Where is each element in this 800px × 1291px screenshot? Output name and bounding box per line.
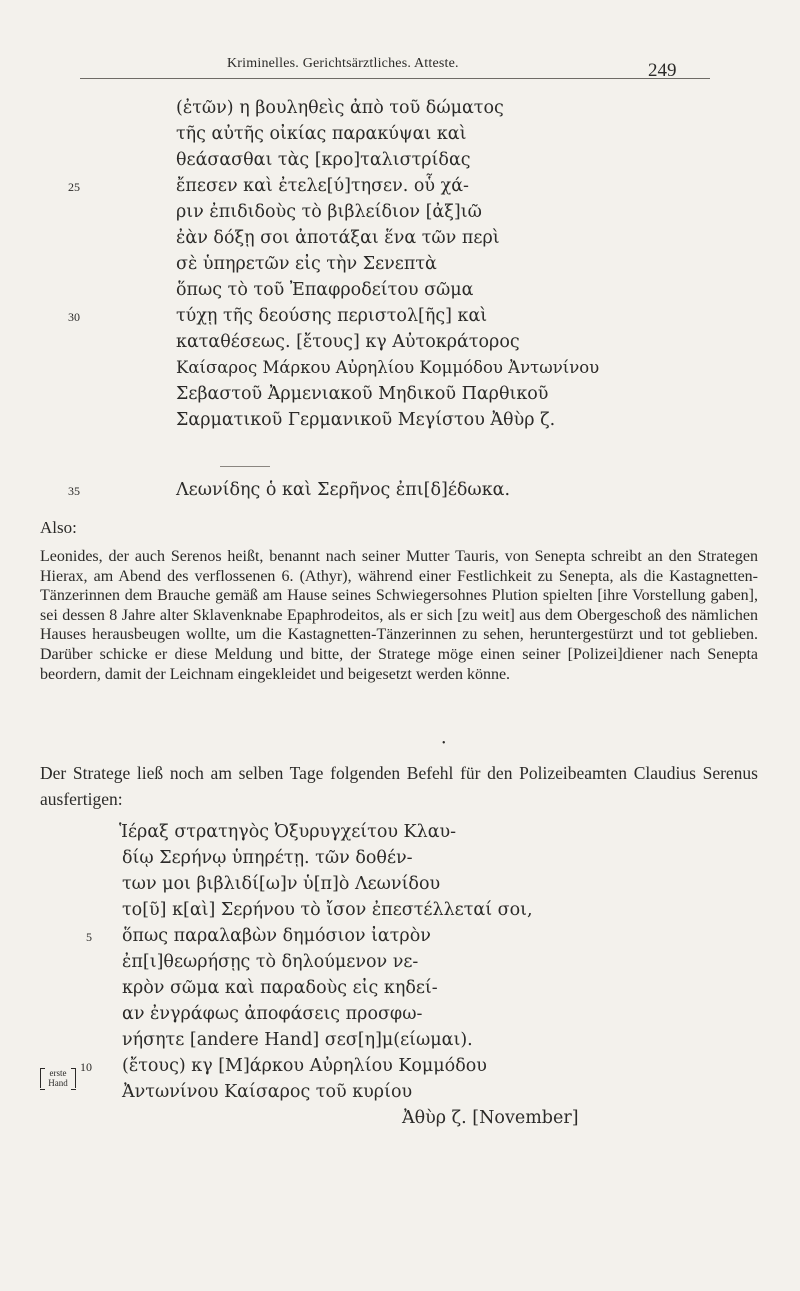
line-text: ὅπως παραλαβὼν δημόσιον ἰατρὸν bbox=[122, 926, 431, 946]
line-text: σὲ ὑπηρετῶν εἰς τὴν Σενεπτὰ bbox=[176, 254, 437, 274]
line-text: ἐὰν δόξῃ σοι ἀποτάξαι ἕνα τῶν περὶ bbox=[176, 228, 500, 248]
line-text: το[ῦ] κ[αὶ] Σερήνου τὸ ἴσον ἐπεστέλλεταί σοι, bbox=[122, 900, 533, 920]
line-text: ἔπεσεν καὶ ἐτελε[ύ]τησεν. οὗ χά- bbox=[176, 176, 469, 196]
hand-note-line2: Hand bbox=[48, 1078, 68, 1088]
line-text: (ἐτῶν) η βουληθεὶς ἀπὸ τοῦ δώματος bbox=[176, 98, 504, 118]
line-text: Ἱέραξ στρατηγὸς Ὀξυρυγχείτου Κλαυ- bbox=[119, 822, 457, 842]
line-text: θεάσασθαι τὰς [κρο]ταλιστρίδας bbox=[176, 150, 471, 170]
line-text: ριν ἐπιδιδοὺς τὸ βιβλείδιον [ἀξ]ιῶ bbox=[176, 202, 482, 222]
line-number: 5 bbox=[86, 930, 92, 944]
line-text: Ἀθὺρ ζ. [November] bbox=[402, 1108, 579, 1128]
intro-paragraph: Der Stratege ließ noch am selben Tage folgenden Befehl für den Polizeibeamten Claudius Serenus ausfertigen: bbox=[40, 763, 758, 809]
line-text: Λεωνίδης ὁ καὶ Σερῆνος ἐπι[δ]έδωκα. bbox=[176, 480, 511, 500]
line-text: ἐπ[ι]θεωρήσῃς τὸ δηλούμενον νε- bbox=[122, 952, 419, 972]
translation-paragraph: Leonides, der auch Serenos heißt, benannt nach seiner Mutter Tauris, von Senepta schreibt an den Strategen Hierax, am Abend des verflossenen 6. (Athyr), während einer Festlichkeit zu Senepta, als die Kastagnetten-Tänzerinnen dem Brauche gemäß am Hause seines Schwiegersohnes Plution spielten [ihre Vorstellung gaben], sei dessen 8 Jahre alter Sklavenknabe Epaphrodeitos, als er sich [zu weit] aus dem Obergeschoß des nämlichen Hauses herausbeugen wollte, um die Kastagnetten-Tänzerinnen zu sehen, heruntergestürzt und tot geblieben. Darüber schicke er diese Meldung und bitte, der Stratege möge einen seiner [Polizei]diener nach Senepta beordern, damit der Leichnam eingekleidet und beigesetzt werden könne. bbox=[40, 548, 758, 683]
running-head: Kriminelles. Gerichtsärztliches. Atteste. bbox=[227, 56, 459, 71]
line-text: τῆς αὐτῆς οἰκίας παρακύψαι καὶ bbox=[176, 124, 467, 144]
page-number: 249 bbox=[648, 60, 677, 81]
line-number: 10 bbox=[80, 1060, 92, 1074]
line-text: κρὸν σῶμα καὶ παραδοὺς εἰς κηδεί- bbox=[122, 978, 438, 998]
line-text: αν ἐνγράφως ἀποφάσεις προσφω- bbox=[122, 1004, 423, 1024]
line-text: Καίσαρος Μάρκου Αὐρηλίου Κομμόδου Ἀντωνίνου bbox=[176, 358, 600, 377]
line-text: καταθέσεως. [ἔτους] κγ Αὐτοκράτορος bbox=[176, 332, 520, 352]
line-number: 30 bbox=[68, 310, 80, 324]
header-rule bbox=[80, 78, 710, 79]
line-text: ὅπως τὸ τοῦ Ἐπαφροδείτου σῶμα bbox=[176, 280, 474, 300]
line-text: τύχῃ τῆς δεούσης περιστολ[ῆς] καὶ bbox=[176, 306, 488, 326]
line-number: 25 bbox=[68, 180, 80, 194]
separator-rule bbox=[220, 466, 270, 467]
line-number: 35 bbox=[68, 484, 80, 498]
hand-marginal-note bbox=[40, 1068, 76, 1088]
line-text: νήσητε [andere Hand] σεσ[η]μ(είωμαι). bbox=[122, 1030, 473, 1050]
dot-mark: • bbox=[442, 738, 446, 749]
line-text: Σαρματικοῦ Γερμανικοῦ Μεγίστου Ἀθὺρ ζ. bbox=[176, 410, 556, 430]
line-text: των μοι βιβλιδί[ω]ν ὑ[π]ὸ Λεωνίδου bbox=[122, 874, 441, 894]
line-text: (ἔτους) κγ [Μ]άρκου Αὐρηλίου Κομμόδου bbox=[122, 1056, 487, 1076]
line-text: δίῳ Σερήνῳ ὑπηρέτῃ. τῶν δοθέν- bbox=[122, 848, 413, 868]
line-text: Σεβαστοῦ Ἀρμενιακοῦ Μηδικοῦ Παρθικοῦ bbox=[176, 384, 549, 404]
also-label: Also: bbox=[40, 518, 77, 537]
line-text: Ἀντωνίνου Καίσαρος τοῦ κυρίου bbox=[122, 1082, 413, 1102]
hand-note-line1: erste bbox=[49, 1068, 67, 1078]
